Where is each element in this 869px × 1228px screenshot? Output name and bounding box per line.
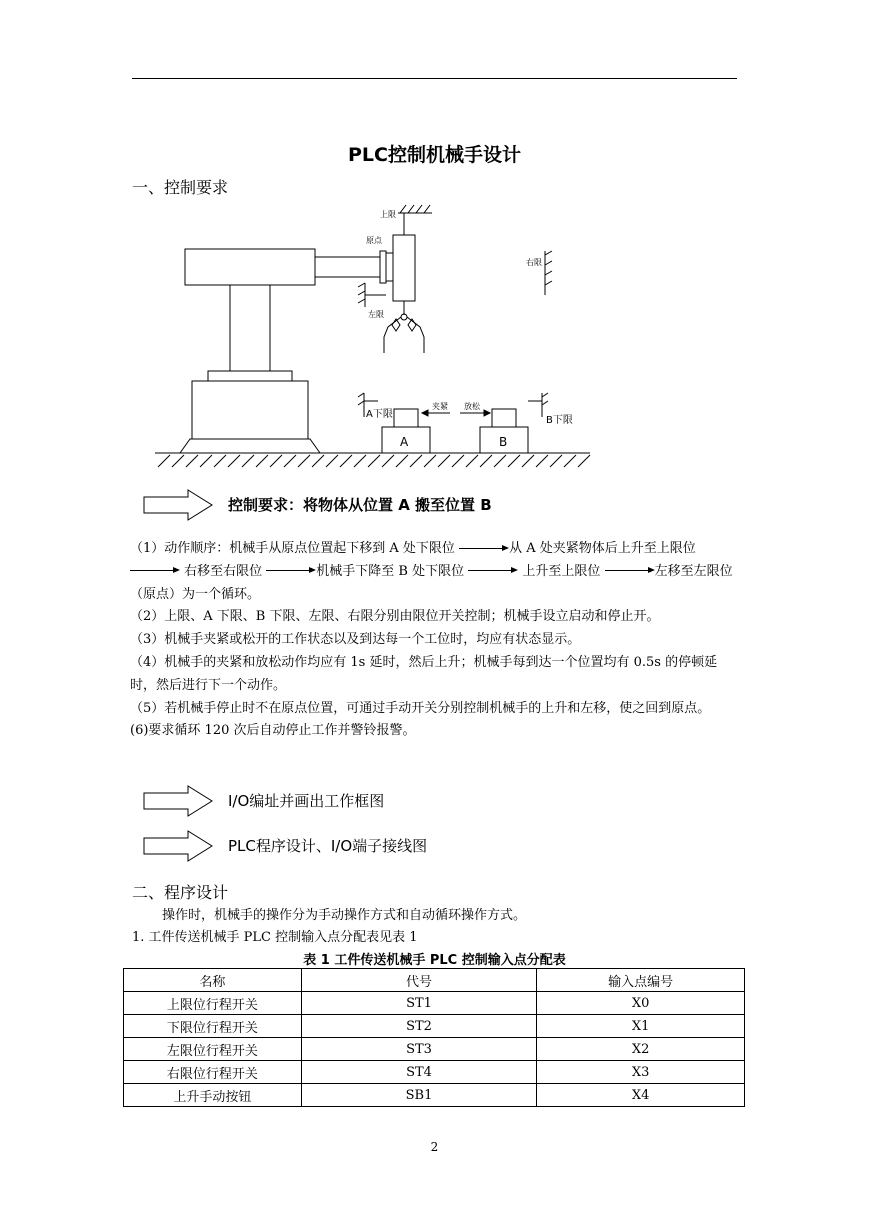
label-a-lower: A下限 xyxy=(366,409,393,420)
block-arrow-icon xyxy=(142,784,214,818)
right-arrow-icon xyxy=(266,567,316,575)
page-number: 2 xyxy=(430,1140,439,1154)
arm-extension xyxy=(315,257,380,277)
label-right-limit: 右限 xyxy=(526,258,542,267)
step-4: （4）机械手的夹紧和放松动作均应有 1s 延时，然后上升；机械手每到达一个位置均有 0.5s 的停顿延时，然后进行下一个动作。 xyxy=(130,654,718,693)
base-block xyxy=(192,381,308,439)
input-allocation-table xyxy=(123,968,745,1107)
task-plc-text: PLC程序设计、I/O端子接线图 xyxy=(228,837,428,855)
section-heading-control: 一、控制要求 xyxy=(132,178,229,197)
step-6: (6)要求循环 120 次后自动停止工作并警铃报警。 xyxy=(130,723,416,739)
step-1: （1）动作顺序：机械手从原点位置起下移到 A 处下限位 从 A 处夹紧物体后上升至上限位 右移至右限位 机械手下降至 B 处下限位 上升至上限位 左移至左限位（原点）为一个循环。 xyxy=(130,541,733,602)
task-banner-plc xyxy=(142,829,562,863)
step-3: （3）机械手夹紧或松开的工作状态以及到达每一个工位时，均应有状态显示。 xyxy=(130,632,581,648)
label-upper-limit: 上限 xyxy=(380,210,396,219)
right-arrow-icon xyxy=(130,567,180,575)
arm-head xyxy=(393,235,415,301)
header-input-point: 输入点编号 xyxy=(537,969,745,992)
right-arrow-icon xyxy=(468,567,518,575)
task-io-text: I/O编址并画出工作框图 xyxy=(228,792,385,810)
block-arrow-icon xyxy=(142,829,214,863)
header-rule xyxy=(132,78,737,79)
label-pos-b: B xyxy=(499,435,508,449)
header-name: 名称 xyxy=(124,969,302,992)
header-code: 代号 xyxy=(301,969,537,992)
ground-hatch xyxy=(158,455,590,467)
object-a xyxy=(394,409,418,427)
section-heading-program: 二、程序设计 xyxy=(132,883,229,902)
base-foot xyxy=(180,439,320,453)
task-banner-io xyxy=(142,784,562,818)
right-arrow-icon xyxy=(459,545,509,553)
table-row: 下限位行程开关 ST2 X1 xyxy=(124,1015,745,1038)
arm-flange xyxy=(380,251,386,283)
right-arrow-icon xyxy=(605,567,655,575)
section2-item1: 1. 工件传送机械手 PLC 控制输入点分配表见表 1 xyxy=(132,930,418,945)
page-title: PLC控制机械手设计 xyxy=(348,144,521,166)
table-row: 左限位行程开关 ST3 X2 xyxy=(124,1038,745,1061)
block-arrow-icon xyxy=(142,488,214,522)
base-cap xyxy=(208,371,292,381)
label-b-lower: B下限 xyxy=(546,415,573,426)
control-steps xyxy=(130,538,740,743)
table-caption: 表 1 工件传送机械手 PLC 控制输入点分配表 xyxy=(303,953,566,968)
label-release: 放松 xyxy=(464,402,480,411)
label-clamp: 夹紧 xyxy=(432,402,448,411)
step-5: （5）若机械手停止时不在原点位置，可通过手动开关分别控制机械手的上升和左移，使之回到原点。 xyxy=(130,700,711,716)
requirement-banner-text: 控制要求：将物体从位置 A 搬至位置 B xyxy=(228,496,492,514)
robot-arm-diagram xyxy=(150,195,595,475)
requirement-banner xyxy=(142,488,562,522)
object-b xyxy=(492,409,516,427)
table-row: 上限位行程开关 ST1 X0 xyxy=(124,992,745,1015)
section2-intro: 操作时，机械手的操作分为手动操作方式和自动循环操作方式。 xyxy=(162,908,527,923)
table-row: 上升手动按钮 SB1 X4 xyxy=(124,1084,745,1107)
table-row: 右限位行程开关 ST4 X3 xyxy=(124,1061,745,1084)
step-2: （2）上限、A 下限、B 下限、左限、右限分别由限位开关控制；机械手设立启动和停止开。 xyxy=(130,609,660,625)
label-left-limit: 左限 xyxy=(368,310,384,319)
label-origin: 原点 xyxy=(366,236,382,245)
label-pos-a: A xyxy=(400,435,409,449)
arm-body xyxy=(185,249,315,285)
table-header-row xyxy=(124,969,745,992)
